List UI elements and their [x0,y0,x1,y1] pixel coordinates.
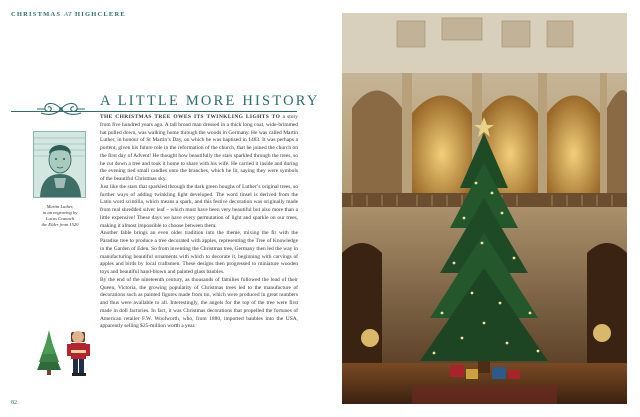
article-body [100,114,298,331]
page-number: 82 [11,400,17,406]
running-head [11,11,126,18]
section-heading: A LITTLE MORE HISTORY [100,93,320,109]
paragraph: By the end of the nineteenth century, as thousands of families followed the lead of their Queen, Victoria, the growing popularity of Christmas trees led to the manufacture of decorations such as painted figures made from tin, which were produced in great numbers and thus were available to all. Interestingly, the angels for the top of the tree were first made in doll factories. In fact, it was Christmas decorations that propelled the fortunes of American retailer F.W. Woolworth, who, from 1880, imported baubles into the USA, apparently selling $25-million worth a year. [100,276,298,330]
running-head-at: AT [64,11,73,18]
paragraph: Just like the stars that sparkled through the dark green boughs of Luther’s original trees, so further ways of adding twinkling light developed. The word tinsel is derived from the Latin word scintilla, which means a spark, and this festive decoration was originally made from real shredded silver leaf – which must have been very beautiful but also more than a little expensive! These days we have every permutation of light and sparkle on our trees, making it almost impossible to choose between them. [100,183,298,229]
luther-portrait-image [33,131,86,198]
running-head-left: CHRISTMAS [11,11,62,18]
caption-line: Lucas Cranach [45,216,75,221]
christmas-tree-photo [342,13,627,404]
caption-name: Martin Luther, [46,204,74,209]
heading-rule [11,111,297,112]
lead-in: THE CHRISTMAS TREE OWES ITS TWINKLING LIGHTS TO [100,114,281,120]
caption-line: in an engraving by [42,210,78,215]
caption-line: the Elder from 1520 [41,222,79,227]
scroll-ornament-icon [35,99,87,119]
paragraph [100,114,298,184]
paragraph-text: a story from five hundred years ago. A tall broad man dressed in a thick long coat, wide-brimmed hat pulled down, was walking home through the woods in Germany. He was called Martin Luther, in honour of St Martin’s Day, on which he was baptised in 1483. It was perhaps a portent, given his future role in the reformation of the church, that he joined the church on the first day of Advent! He thought how beautifully the stars sparkled through the trees, so he cut down a tree and took it home to share with his wife. He carried it inside and during the evening tied small candles onto the branches, which he lit, saying they were symbols of the beautiful Christmas sky. [100,114,298,182]
paragraph: Another fable brings an even older tradition into the theme, mixing the fir with the Paradise tree to produce a tree decorated with apples, representing the Tree of Knowledge in the Garden of Eden. So from inventing the Christmas tree, Germany then led the way in manufacturing beautiful ornaments with which to decorate it, beginning with carvings of apples and birds by local craftsmen. These designs then progressed to miniature wooden toys and beautiful hand-blown and painted glass baubles. [100,230,298,275]
toy-soldier-image [35,312,99,378]
portrait-caption [28,204,92,228]
running-head-right: HIGHCLERE [74,11,126,18]
